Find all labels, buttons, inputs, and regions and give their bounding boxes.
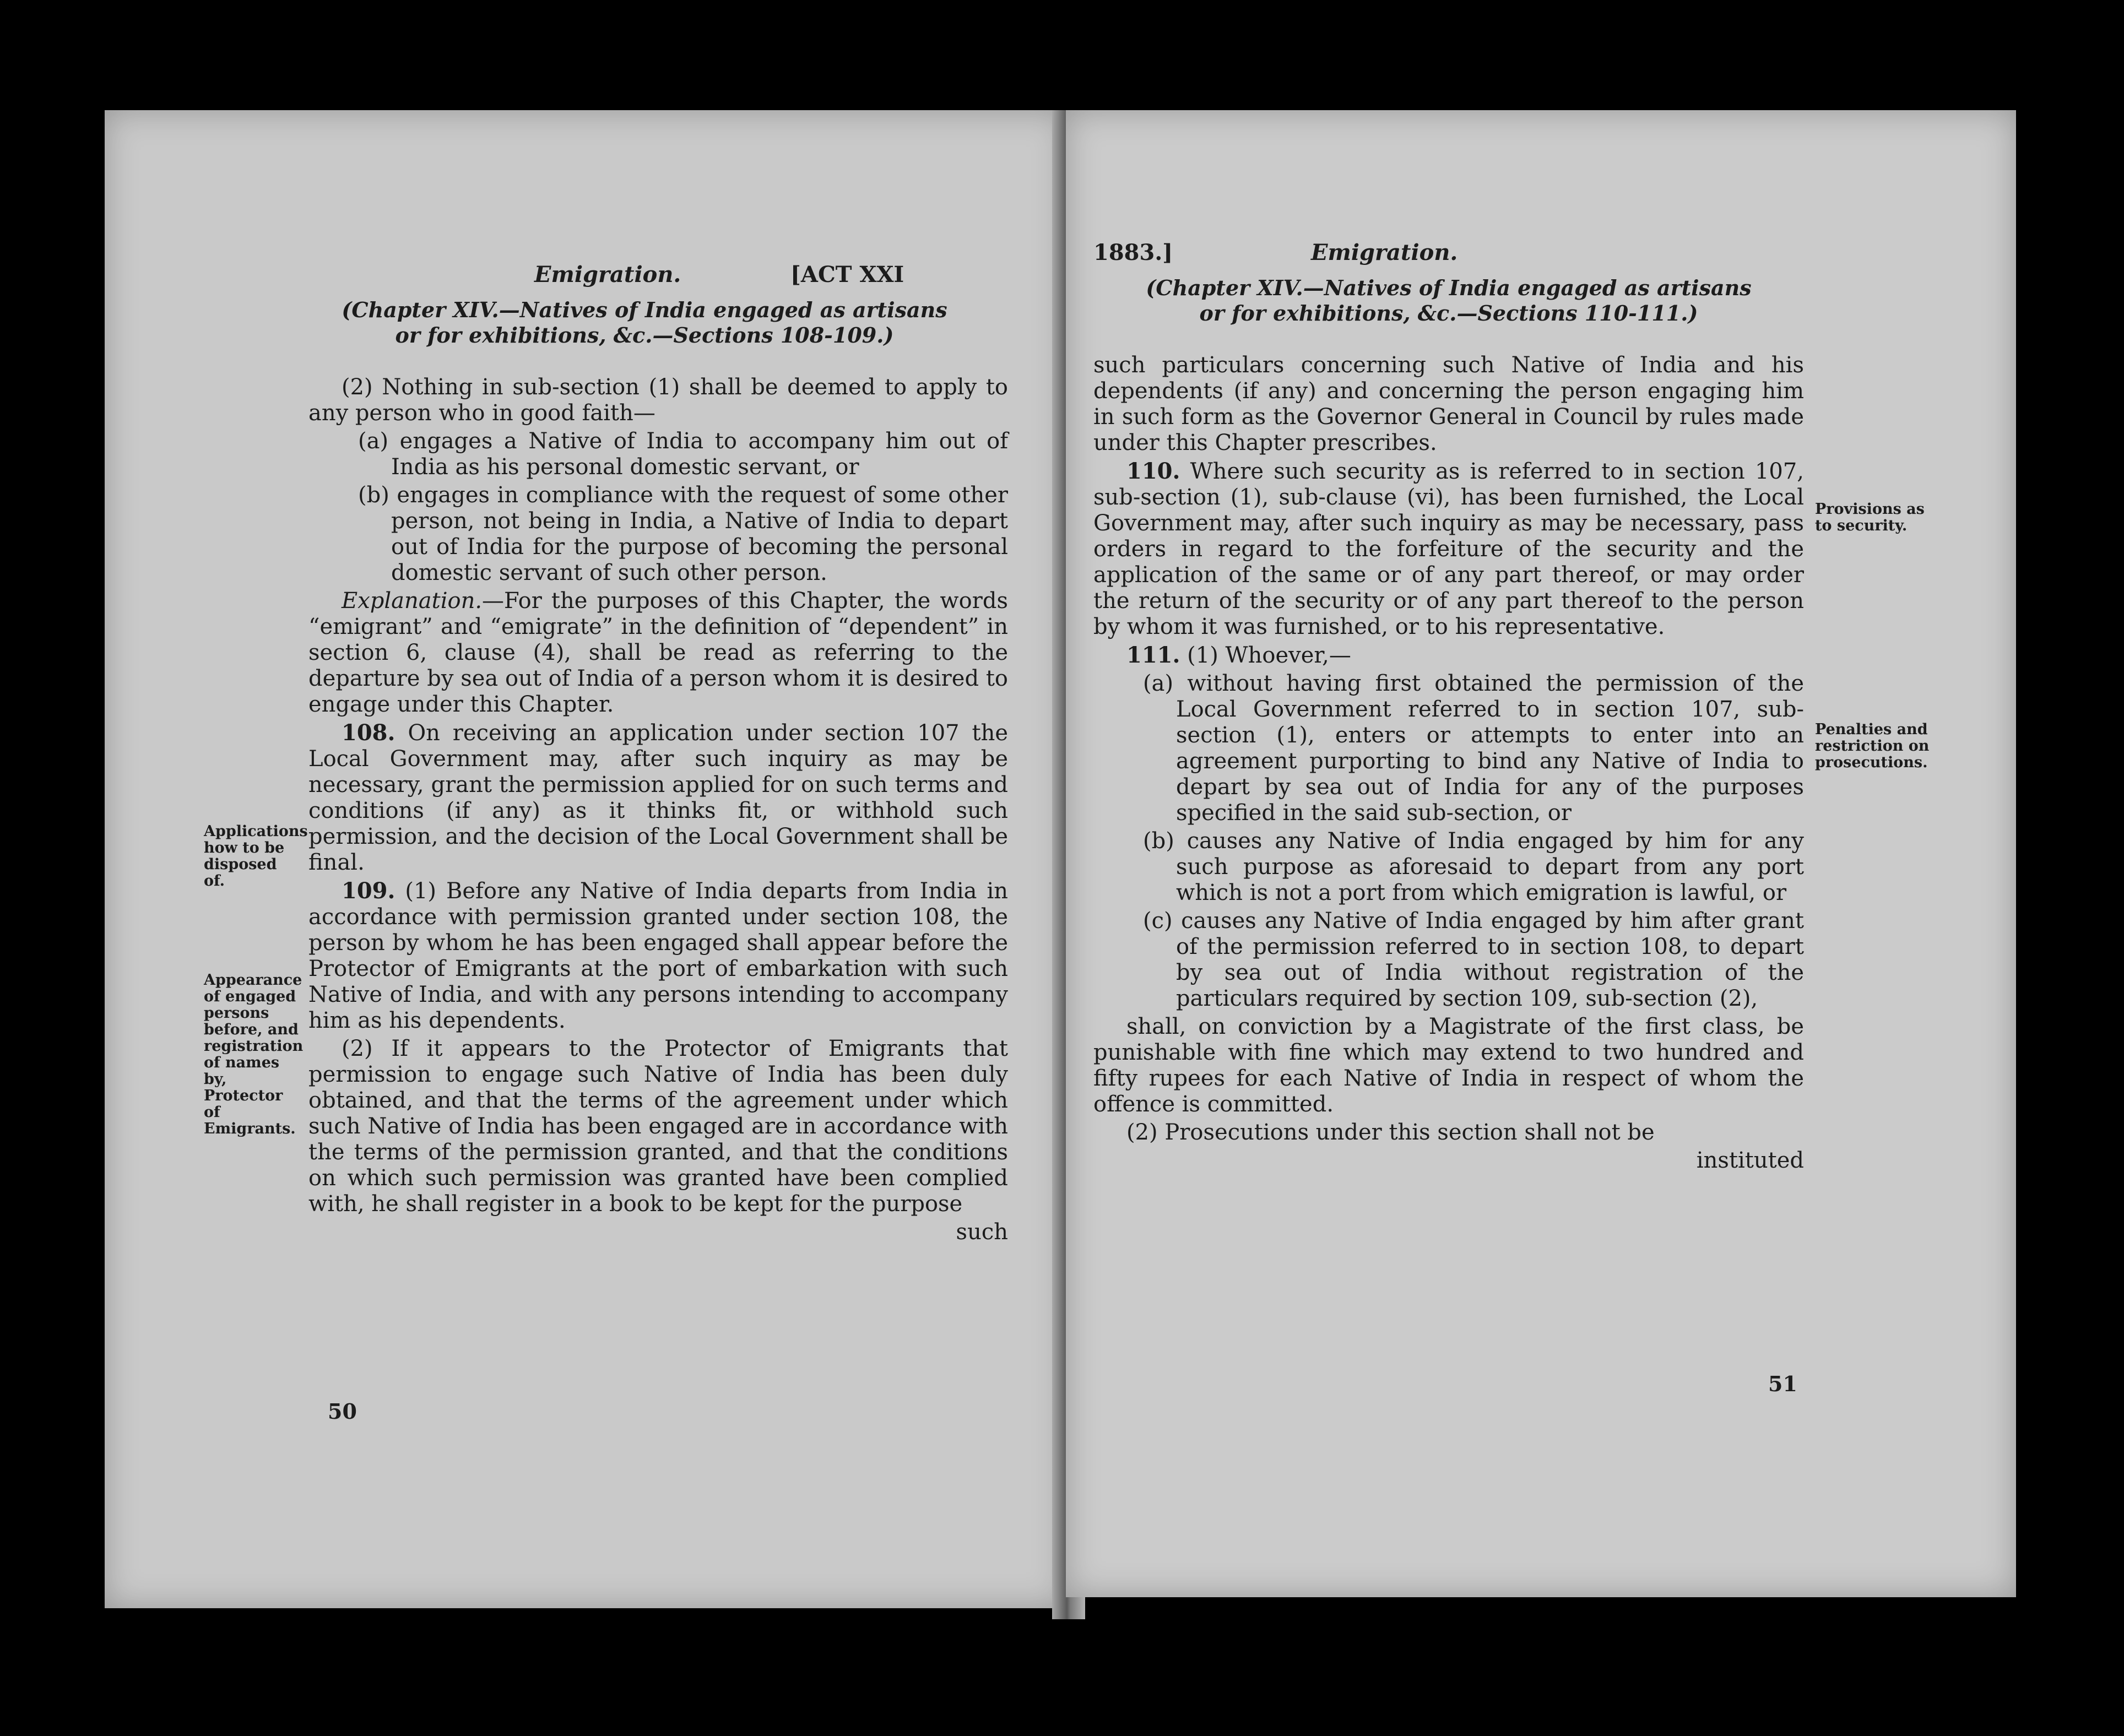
left-chapter-heading-line1: (Chapter XIV.—Natives of India engaged as artisans — [342, 297, 947, 322]
section-109-sub2: (2) If it appears to the Protector of Emigrants that permission to engage such Native of India has been duly obtained, and that the terms of the agreement under which such Native of India has been engaged are in accordance with the terms of the permission granted, and that the conditions on which such permission was granted have been complied with, he shall register in a book to be kept for the purpose — [308, 1036, 1008, 1217]
right-running-title: Emigration. — [1311, 240, 1458, 265]
margin-note-111: Penalties and restriction on prosecutions. — [1815, 721, 1930, 771]
section-110: 110. Where such security as is referred to in section 107, sub-section (1), sub-clause (vi), has been furnished, the Local Government may, after such inquiry as may be necessary, pass orders in regard to the forfeiture of the security and the application of the same or of any part thereof, or may order the return of the security or of any part thereof to the person by whom it was furnished, or to his representative. — [1093, 458, 1805, 639]
right-year: 1883.] — [1093, 240, 1173, 265]
right-clause-a: (a) without having first obtained the permission of the Local Government referred to in section 107, sub-section (1), enters or attempts to enter into an agreement purporting to bind any Native of India to depart by sea out of India for any of the purposes specified in the said sub-section, or — [1143, 671, 1804, 826]
section-111-intro: 111. (1) Whoever,— — [1126, 642, 1351, 668]
left-body — [308, 375, 1008, 1245]
margin-note-109: Appearance of engaged persons before, and registration of names by, Protector of Emigrants. — [204, 972, 304, 1137]
left-subsection-2: (2) Nothing in sub-section (1) shall be deemed to apply to any person who in good faith— — [308, 375, 1008, 426]
margin-note-108: Applications how to be disposed of. — [204, 823, 308, 889]
right-chapter-heading-line1: (Chapter XIV.—Natives of India engaged as artisans — [1146, 275, 1752, 300]
right-body — [1093, 352, 1804, 1174]
section-108: 108. On receiving an application under section 107 the Local Government may, after such inquiry as may be necessary, grant the permission applied for on such terms and conditions (if any) as it thinks fit, or withhold such permission, and the decision of the Local Government shall be final. — [308, 720, 1009, 875]
right-page — [1066, 110, 2016, 1597]
left-running-title: Emigration. — [534, 262, 681, 287]
left-clause-b: (b) engages in compliance with the request of some other person, not being in India, a Native of India to depart out of India for the purpose of becoming the personal domestic servant of such other person. — [358, 482, 1008, 585]
section-111-sub2: (2) Prosecutions under this section shall not be — [1126, 1120, 1655, 1145]
explanation-paragraph: Explanation.—For the purposes of this Chapter, the words “emigrant” and “emigrate” in the definition of “dependent” in section 6, clause (4), shall be read as referring to the departure by sea out of India of a person whom it is desired to engage under this Chapter. — [308, 588, 1008, 717]
left-chapter-heading-line2: or for exhibitions, &c.—Sections 108-109.) — [395, 323, 894, 348]
left-page — [105, 110, 1066, 1608]
left-clause-a: (a) engages a Native of India to accompany him out of India as his personal domestic servant, or — [358, 428, 1009, 480]
right-clause-c: (c) causes any Native of India engaged by him after grant of the permission referred to in section 108, to depart by sea out of India without registration of the particulars required by section 109, sub-section (2), — [1143, 908, 1804, 1011]
margin-note-110: Provisions as to security. — [1815, 501, 1925, 534]
section-109-sub1: 109. (1) Before any Native of India departs from India in accordance with permission granted under section 108, the person by whom he has been engaged shall appear before the Protector of Emigrants at the port of embarkation with such Native of India, and with any persons intending to accompany him as his dependents. — [308, 878, 1008, 1033]
right-catchword: instituted — [1696, 1148, 1804, 1173]
left-page-number: 50 — [328, 1399, 357, 1424]
right-chapter-heading-line2: or for exhibitions, &c.—Sections 110-111.) — [1199, 301, 1698, 326]
penalty-paragraph: shall, on conviction by a Magistrate of the first class, be punishable with fine which may extend to two hundred and fifty rupees for each Native of India in respect of whom the offence is committed. — [1093, 1014, 1804, 1117]
left-catchword: such — [956, 1219, 1008, 1245]
right-continuation: such particulars concerning such Native of India and his dependents (if any) and concerning the person engaging him in such form as the Governor General in Council by rules made under this Chapter prescribes. — [1093, 352, 1804, 455]
right-clause-b: (b) causes any Native of India engaged by him for any such purpose as aforesaid to depart from any port which is not a port from which emigration is lawful, or — [1143, 828, 1804, 905]
left-act-label: [ACT XXI — [790, 262, 904, 287]
left-chapter-heading — [286, 297, 1003, 348]
right-chapter-heading — [1093, 275, 1804, 326]
book-spread — [105, 110, 2016, 1619]
right-page-number: 51 — [1768, 1371, 1797, 1396]
